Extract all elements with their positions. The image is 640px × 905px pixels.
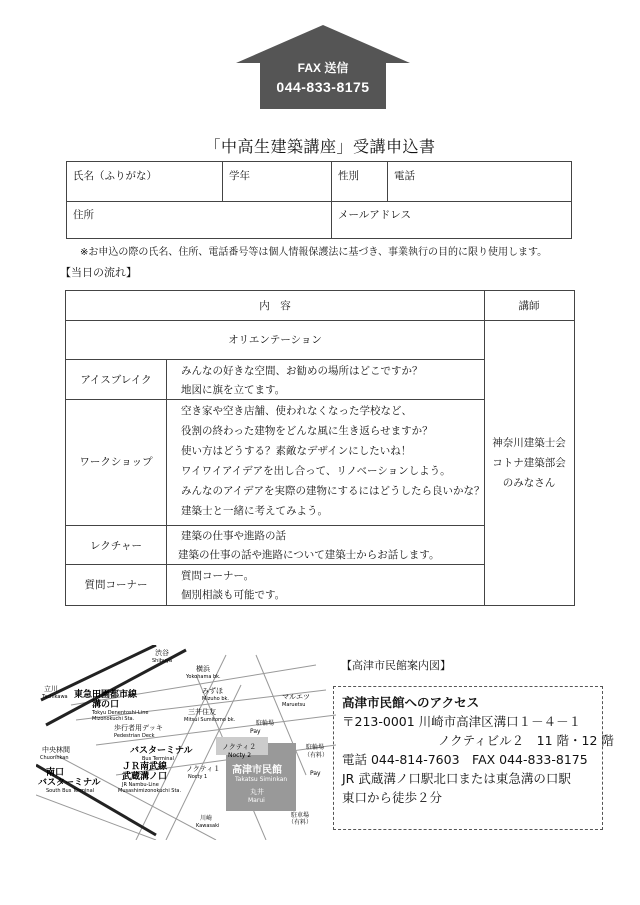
map-label-tachikawa-en: Tachikawa (42, 694, 68, 700)
workshop-line-5: みんなのアイデアを実際の建物にするにはどうしたら良いかな？ (181, 485, 485, 497)
map-label-marui-en: Marui (248, 797, 265, 804)
map-label-venue-en: Takatsu Siminkan (235, 776, 288, 783)
map-label-bus-terminal-en: Bus Terminal (142, 756, 174, 762)
map-label-car-park-paid: （有料） (288, 819, 313, 826)
name-field-label: 氏名（ふりがな） (73, 170, 157, 182)
map-railways (36, 645, 186, 835)
map-label-marui: 丸井 (250, 788, 264, 796)
workshop-line-4: ワイワイアイデアを出し合って、リノベーションしよう。 (181, 465, 451, 477)
lecture-label: レクチャー (90, 540, 142, 552)
workshop-line-2: 役割の終わった建物をどんな風に生き返らせますか？ (181, 425, 433, 437)
map-label-chuorinkan-en: Chuorinkan (40, 755, 69, 761)
instructor-line-2: コトナ建築部会 (492, 457, 566, 469)
qa-line-2: 個別相談も可能です。 (181, 589, 286, 601)
map-label-nocty1-en: Nocty 1 (188, 774, 208, 780)
workshop-label: ワークショップ (79, 456, 153, 468)
map-label-mizuho: みずほ (202, 687, 223, 695)
map-label-shibuya: 渋谷 (155, 649, 169, 657)
fax-label: FAX 送信 (297, 61, 349, 75)
flow-heading: 【当日の流れ】 (60, 266, 137, 279)
qa-label: 質問コーナー (84, 579, 148, 591)
privacy-note: ※お申込の際の氏名、住所、電話番号等は個人情報保護法に基づき、事業執行の目的に限り使用します。 (80, 247, 548, 258)
map-label-mitsui-en: Mitsui Sumitomo bk. (184, 717, 236, 723)
gender-field-label: 性別 (338, 170, 359, 182)
map-label-pay-2: Pay (310, 770, 321, 777)
map-label-yokohama: 横浜 (196, 665, 210, 673)
fax-number: 044-833-8175 (276, 79, 370, 95)
map-label-tokyu-en1: Tokyu Denentoshi-Line (92, 710, 149, 716)
map-guide-heading: 【高津市民館案内図】 (341, 659, 451, 672)
map-label-mitsui: 三井住友 (188, 708, 216, 716)
phone-field-label: 電話 (394, 170, 415, 182)
map-label-south-bus-en: South Bus Terminal (46, 788, 95, 794)
schedule-table (65, 290, 575, 606)
access-phone: 電話 044-814-7603 FAX 044-833-8175 (342, 752, 588, 767)
map-label-car-park: 駐車場 (291, 812, 310, 819)
qa-line-1: 質問コーナー。 (181, 570, 255, 582)
map-label-tokyu-en2: Mizonokuchi Sta. (92, 716, 135, 722)
lecture-line-1: 建築の仕事や進路の話 (181, 530, 286, 542)
workshop-line-3: 使い方はどうする？素敵なデザインにしたいね！ (181, 445, 412, 457)
map-label-jr-en1: JR Nambu-Line (122, 782, 159, 788)
map-label-kawasaki-en: Kawasaki (196, 823, 220, 829)
lecture-line-2: 建築の仕事の話や進路について建築士からお話します。 (178, 549, 440, 561)
instructor-line-3: のみなさん (502, 477, 556, 489)
workshop-line-1: 空き家や空き店舗、使われなくなった学校など、 (181, 405, 412, 417)
map-label-deck: 歩行者用デッキ (114, 724, 163, 732)
orientation-row: オリエンテーション (228, 334, 322, 346)
map-label-jr-en2: Musashimizonokuchi Sta. (118, 788, 182, 794)
map-label-south-exit: 南口 (46, 768, 65, 778)
map-label-pay-1: Pay (250, 728, 261, 735)
map-label-nocty2-en: Nocty 2 (228, 752, 252, 759)
map-label-deck-en: Pedestrian Deck (114, 733, 155, 739)
workshop-line-6: 建築士と一緒に考えてみよう。 (181, 505, 328, 517)
map-label-jr-line: ＪＲ南武線 (122, 762, 168, 772)
map-label-kawasaki: 川崎 (200, 815, 213, 822)
map-label-paid-2: （有料） (304, 752, 329, 759)
document-title: 「中高生建築講座」受講申込書 (204, 137, 436, 156)
map-label-nocty1: ノクティ１ (186, 765, 221, 773)
icebreak-line-1: みんなの好きな空間、お勧めの場所はどこですか？ (181, 365, 423, 377)
instructor-column-header: 講師 (518, 300, 540, 312)
venue-map (36, 645, 336, 840)
map-label-yokohama-en: Yokohama bk. (186, 674, 221, 680)
access-heading: 高津市民館へのアクセス (342, 695, 480, 710)
applicant-form-table (66, 161, 572, 239)
map-label-parking-1: 駐輪場 (256, 720, 275, 727)
grade-field-label: 学年 (229, 170, 250, 182)
access-route-1: JR 武蔵溝ノ口駅北口または東急溝の口駅 (342, 771, 571, 786)
instructor-line-1: 神奈川建築士会 (492, 437, 566, 449)
access-route-2: 東口から徒歩２分 (342, 790, 443, 805)
address-field-label: 住所 (73, 209, 94, 221)
fax-banner (236, 25, 410, 109)
icebreak-label: アイスブレイク (80, 374, 152, 386)
map-label-chuorinkan: 中央林間 (42, 746, 70, 754)
map-label-bus-terminal: バスターミナル (130, 746, 193, 756)
map-label-nocty2: ノクティ２ (222, 743, 257, 751)
map-label-tokyu-line: 東急田園都市線 (74, 690, 138, 700)
map-label-south-bus: バスターミナル (38, 778, 101, 788)
map-label-tokyu-station: 溝の口 (92, 700, 120, 710)
map-label-mizuho-en: Mizuho bk. (202, 696, 229, 702)
map-label-shibuya-en: Shibuya (152, 658, 173, 664)
content-column-header: 内 容 (259, 300, 291, 312)
email-field-label: メールアドレス (338, 209, 411, 221)
map-label-venue: 高津市民館 (232, 765, 282, 776)
map-label-jr-station: 武蔵溝ノ口 (122, 772, 168, 782)
access-address-2: ノクティビル２ 11 階・12 階 (438, 733, 614, 748)
map-label-maruetsu: マルエツ (282, 693, 310, 701)
access-info-box (333, 686, 614, 830)
map-label-tachikawa: 立川 (44, 685, 58, 693)
map-label-maruetsu-en: Maruetsu (282, 702, 306, 708)
access-address-1: 〒213-0001 川崎市高津区溝口１－４－１ (342, 714, 582, 729)
icebreak-line-2: 地図に旗を立てます。 (181, 384, 286, 396)
map-label-parking-2: 駐輪場 (306, 744, 325, 751)
